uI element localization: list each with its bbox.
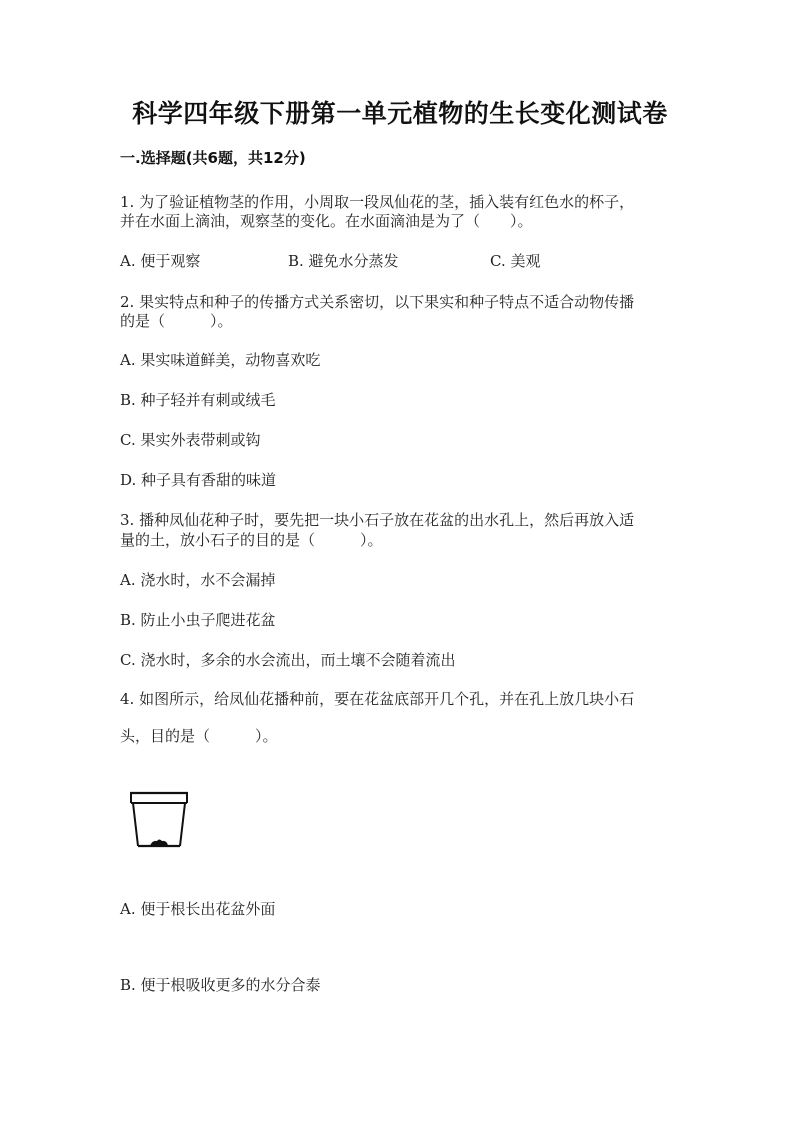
- section-heading: 一.选择题(共6题，共12分): [120, 149, 306, 167]
- question-3-option-a[interactable]: A. 浇水时，水不会漏掉: [120, 571, 276, 589]
- question-2-option-d[interactable]: D. 种子具有香甜的味道: [120, 471, 277, 489]
- question-1-option-b[interactable]: B. 避免水分蒸发: [288, 252, 399, 270]
- question-2-option-b[interactable]: B. 种子轻并有刺或绒毛: [120, 391, 276, 409]
- question-1-option-a[interactable]: A. 便于观察: [120, 252, 201, 270]
- question-4-line-1: 4. 如图所示，给凤仙花播种前，要在花盆底部开几个孔，并在孔上放几块小石: [120, 690, 635, 708]
- question-1-option-c[interactable]: C. 美观: [490, 252, 541, 270]
- question-1-line-2: 并在水面上滴油，观察茎的变化。在水面滴油是为了（ ）。: [120, 212, 533, 230]
- question-3-option-c[interactable]: C. 浇水时，多余的水会流出，而土壤不会随着流出: [120, 651, 456, 669]
- question-3-line-1: 3. 播种凤仙花种子时，要先把一块小石子放在花盆的出水孔上，然后再放入适: [120, 511, 635, 529]
- question-3-option-b[interactable]: B. 防止小虫子爬进花盆: [120, 611, 276, 629]
- question-4-option-b[interactable]: B. 便于根吸收更多的水分合泰: [120, 976, 321, 994]
- flower-pot-figure: [128, 790, 190, 850]
- question-4-option-a[interactable]: A. 便于根长出花盆外面: [120, 900, 276, 918]
- question-2-option-a[interactable]: A. 果实味道鲜美，动物喜欢吃: [120, 351, 321, 369]
- page-title: 科学四年级下册第一单元植物的生长变化测试卷: [132, 99, 668, 128]
- question-2-option-c[interactable]: C. 果实外表带刺或钩: [120, 431, 261, 449]
- question-2-line-1: 2. 果实特点和种子的传播方式关系密切，以下果实和种子特点不适合动物传播: [120, 293, 635, 311]
- question-2-line-2: 的是（ ）。: [120, 312, 233, 330]
- question-1-line-1: 1. 为了验证植物茎的作用，小周取一段凤仙花的茎，插入装有红色水的杯子，: [120, 193, 635, 211]
- question-1-options: [120, 250, 680, 270]
- question-3-line-2: 量的土，放小石子的目的是（ ）。: [120, 531, 383, 549]
- question-4-line-2: 头，目的是（ ）。: [120, 727, 278, 745]
